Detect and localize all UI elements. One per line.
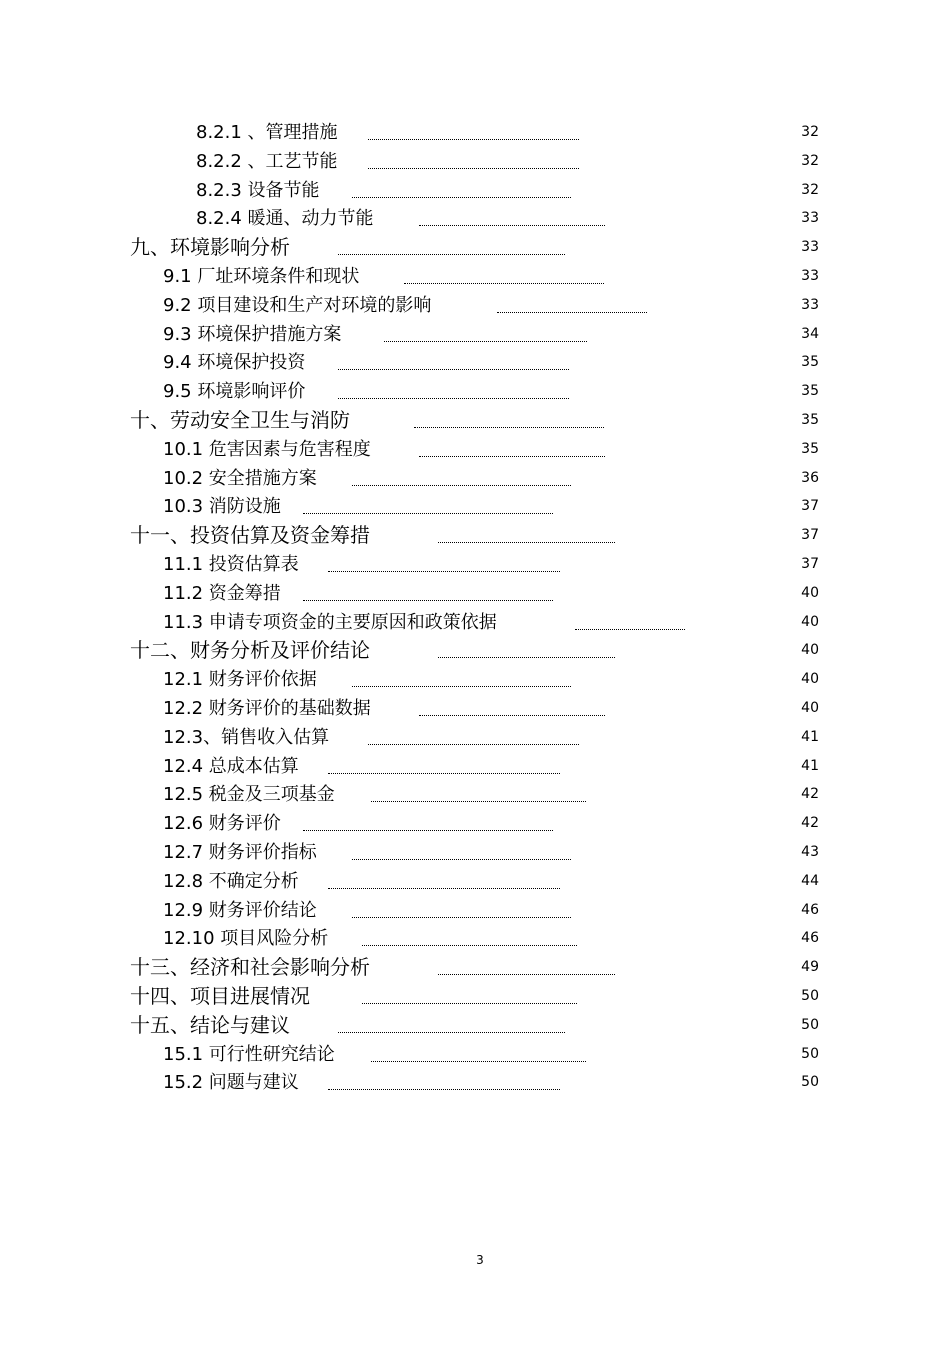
toc-page-number: 50 <box>801 1074 819 1091</box>
toc-entry[interactable] <box>0 464 950 493</box>
toc-dot-leader <box>352 903 571 918</box>
toc-entry[interactable] <box>0 320 950 349</box>
toc-dot-leader <box>384 327 587 342</box>
toc-dot-leader <box>328 759 560 774</box>
toc-entry-title: 12.7 财务评价指标 <box>163 842 317 863</box>
toc-page-number: 44 <box>801 872 819 889</box>
toc-entry-title: 10.1 危害因素与危害程度 <box>163 438 371 460</box>
toc-dot-leader <box>371 787 586 802</box>
toc-page-number: 41 <box>801 728 819 745</box>
toc-dot-leader <box>338 384 569 399</box>
toc-entry[interactable] <box>0 348 950 377</box>
toc-entry[interactable] <box>0 521 950 550</box>
toc-entry-title: 15.2 问题与建议 <box>163 1072 299 1094</box>
toc-dot-leader <box>419 442 605 457</box>
toc-entry[interactable] <box>0 608 950 637</box>
toc-entry[interactable] <box>0 435 950 464</box>
toc-dot-leader <box>338 1018 565 1033</box>
toc-page-number: 32 <box>801 124 819 140</box>
toc-page-number: 33 <box>801 239 819 256</box>
toc-dot-leader <box>352 183 571 198</box>
toc-entry[interactable] <box>0 262 950 291</box>
toc-entry[interactable] <box>0 1040 950 1069</box>
toc-dot-leader <box>352 471 571 486</box>
toc-entry-title: 12.8 不确定分析 <box>163 870 299 892</box>
toc-entry-title: 九、环境影响分析 <box>130 235 290 260</box>
toc-entry[interactable] <box>0 118 950 147</box>
toc-entry[interactable] <box>0 752 950 781</box>
toc-page-number: 50 <box>801 1016 819 1033</box>
toc-entry-title: 11.3 申请专项资金的主要原因和政策依据 <box>163 611 497 633</box>
toc-dot-leader <box>303 586 553 601</box>
toc-entry[interactable] <box>0 492 950 521</box>
toc-entry-title: 12.5 税金及三项基金 <box>163 784 335 806</box>
toc-dot-leader <box>368 125 579 140</box>
toc-dot-leader <box>419 211 605 226</box>
toc-entry-title: 8.2.2 、工艺节能 <box>196 150 338 172</box>
toc-dot-leader <box>352 672 571 687</box>
toc-page-number: 37 <box>801 498 819 515</box>
toc-entry[interactable] <box>0 982 950 1011</box>
toc-entry[interactable] <box>0 838 950 867</box>
toc-page-number: 35 <box>801 383 819 400</box>
toc-entry-title: 8.2.3 设备节能 <box>196 179 320 201</box>
toc-page-number: 32 <box>801 152 819 169</box>
toc-entry[interactable] <box>0 867 950 896</box>
toc-entry-title: 9.4 环境保护投资 <box>163 352 306 374</box>
toc-page-number: 35 <box>801 440 819 457</box>
toc-entry[interactable] <box>0 1011 950 1040</box>
toc-dot-leader <box>328 557 560 572</box>
toc-entry-title: 12.1 财务评价依据 <box>163 669 317 691</box>
toc-dot-leader <box>414 413 604 428</box>
toc-entry[interactable] <box>0 233 950 262</box>
toc-dot-leader <box>338 355 569 370</box>
toc-dot-leader <box>362 931 577 946</box>
toc-dot-leader <box>371 1047 586 1062</box>
toc-page-number: 33 <box>801 210 819 227</box>
toc-page-number: 49 <box>801 959 819 976</box>
toc-entry[interactable] <box>0 406 950 435</box>
toc-page-number: 42 <box>801 815 819 832</box>
toc-entry-title: 12.9 财务评价结论 <box>163 899 317 921</box>
page-number: 3 <box>476 1253 484 1267</box>
toc-entry-title: 11.2 资金筹措 <box>163 582 281 604</box>
toc-page-number: 33 <box>801 296 819 313</box>
toc-entry-title: 12.10 项目风险分析 <box>163 928 329 950</box>
toc-dot-leader <box>438 960 615 975</box>
toc-dot-leader <box>368 730 579 745</box>
toc-entry[interactable] <box>0 723 950 752</box>
toc-entry[interactable] <box>0 896 950 925</box>
toc-entry[interactable] <box>0 1068 950 1097</box>
toc-entry-title: 12.6 财务评价 <box>163 813 281 835</box>
toc-entry-title: 十二、财务分析及评价结论 <box>130 638 370 663</box>
toc-page-number: 46 <box>801 901 819 918</box>
toc-page-number: 33 <box>801 268 819 284</box>
toc-dot-leader <box>368 154 579 169</box>
toc-page-number: 37 <box>801 556 819 572</box>
toc-entry[interactable] <box>0 291 950 320</box>
toc-entry-title: 8.2.4 暖通、动力节能 <box>196 208 374 230</box>
toc-entry-title: 12.2 财务评价的基础数据 <box>163 698 371 719</box>
toc-entry[interactable] <box>0 780 950 809</box>
toc-entry-title: 9.2 项目建设和生产对环境的影响 <box>163 294 432 316</box>
toc-entry-title: 十一、投资估算及资金筹措 <box>130 523 370 548</box>
toc-dot-leader <box>352 845 571 860</box>
toc-dot-leader <box>419 701 605 716</box>
toc-dot-leader <box>303 816 553 831</box>
toc-page-number: 40 <box>801 700 819 716</box>
toc-dot-leader <box>328 1075 560 1090</box>
toc-page-number: 32 <box>801 181 819 198</box>
toc-entry-title: 12.3、销售收入估算 <box>163 726 330 748</box>
toc-entry[interactable] <box>0 636 950 665</box>
toc-page-number: 40 <box>801 584 819 601</box>
toc-dot-leader <box>438 643 615 658</box>
toc-page-number: 34 <box>801 325 819 342</box>
toc-entry-title: 9.5 环境影响评价 <box>163 381 306 403</box>
toc-entry-title: 11.1 投资估算表 <box>163 554 299 575</box>
toc-page-number: 35 <box>801 412 819 428</box>
toc-entry-title: 15.1 可行性研究结论 <box>163 1043 335 1065</box>
toc-page-number: 41 <box>801 757 819 774</box>
toc-entry-title: 十四、项目进展情况 <box>130 984 310 1008</box>
toc-dot-leader <box>575 615 685 630</box>
toc-dot-leader <box>362 989 577 1004</box>
toc-entry-title: 9.1 厂址环境条件和现状 <box>163 266 360 287</box>
toc-entry[interactable] <box>0 204 950 233</box>
toc-dot-leader <box>404 269 604 284</box>
toc-entry-title: 10.3 消防设施 <box>163 496 281 518</box>
toc-entry[interactable] <box>0 550 950 579</box>
toc-page-number: 40 <box>801 642 819 659</box>
toc-page-number: 43 <box>801 844 819 860</box>
toc-page-number: 40 <box>801 613 819 630</box>
toc-dot-leader <box>438 528 615 543</box>
toc-entry[interactable] <box>0 924 950 953</box>
toc-dot-leader <box>497 298 647 313</box>
toc-dot-leader <box>328 874 560 889</box>
toc-entry-title: 十三、经济和社会影响分析 <box>130 955 370 980</box>
toc-page-number: 36 <box>801 469 819 486</box>
toc-dot-leader <box>303 499 553 514</box>
toc-page-number: 40 <box>801 671 819 688</box>
toc-entry[interactable] <box>0 953 950 982</box>
toc-dot-leader <box>338 240 565 255</box>
toc-entry[interactable] <box>0 694 950 723</box>
toc-page-number: 37 <box>801 527 819 544</box>
toc-entry[interactable] <box>0 809 950 838</box>
toc-entry-title: 9.3 环境保护措施方案 <box>163 323 342 345</box>
toc-entry-title: 8.2.1 、管理措施 <box>196 122 338 143</box>
toc-entry-title: 10.2 安全措施方案 <box>163 467 317 489</box>
toc-entry-title: 十五、结论与建议 <box>130 1012 290 1037</box>
toc-entry[interactable] <box>0 579 950 608</box>
toc-entry[interactable] <box>0 377 950 406</box>
toc-page-number: 50 <box>801 1045 819 1062</box>
toc-entry[interactable] <box>0 176 950 205</box>
toc-entry[interactable] <box>0 147 950 176</box>
toc-entry-title: 12.4 总成本估算 <box>163 755 299 777</box>
toc-page-number: 42 <box>801 786 819 803</box>
toc-page-number: 50 <box>801 988 819 1004</box>
toc-entry[interactable] <box>0 665 950 694</box>
toc-entry-title: 十、劳动安全卫生与消防 <box>130 408 350 432</box>
toc-page-number: 46 <box>801 930 819 947</box>
toc-page-number: 35 <box>801 354 819 371</box>
